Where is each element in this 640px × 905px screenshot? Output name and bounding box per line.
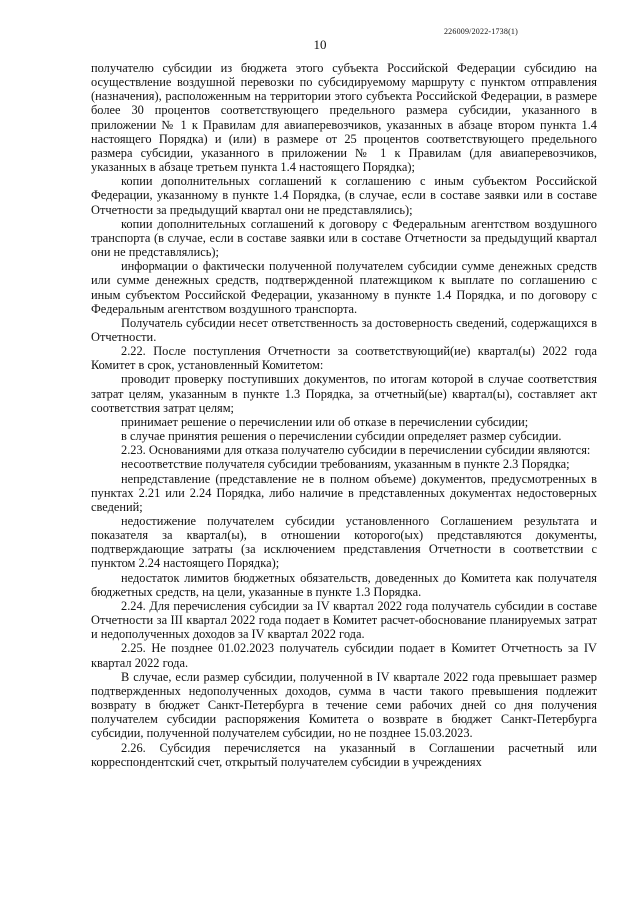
page-number: 10 (313, 37, 327, 52)
paragraph-2-24: 2.24. Для перечисления субсидии за IV квартал 2022 года получатель субсидии в составе Отчетности за III квартал 2022 года подает в Комитет расчет-обоснование планируемых затрат и недополученных доходов за IV квартал 2022 года. (91, 598, 597, 642)
paragraph-continuation: получателю субсидии из бюджета этого субъекта Российской Федерации субсидию на осуществление воздушной перевозки по субсидируемому маршруту с пунктом отправления (назначения), расположенным на территории этого субъекта Российской Федерации, в размере более 30 процентов соответствующего предельного размера субсидии, указанного в приложении № 1 к Правилам для авиаперевозчиков, указанных в абзаце втором пункта 1.4 настоящего Порядка) и (или) в размере от 25 процентов соответствующего предельного размера субсидии, указанного в приложении № 1 к Правилам (для авиаперевозчиков, указанных в абзаце третьем пункта 1.4 настоящего Порядка); (91, 61, 597, 175)
paragraph-document-check: проводит проверку поступивших документов, по итогам которой в случае соответствия затрат целям, указанным в пункте 1.3 Порядка, за отчетный(ые) квартал(ы), составляет акт соответствия затрат целям; (91, 372, 597, 415)
paragraph-nonachievement: недостижение получателем субсидии установленного Соглашением результата и показателя за квартал(ы), в отношении которого(ых) представляются документы, подтверждающие затраты (за исключением представления Отчетности в соответствии с пунктом 2.24 настоящего Порядка); (91, 514, 597, 571)
paragraph-2-22: 2.22. После поступления Отчетности за соответствующий(ие) квартал(ы) 2022 года Комитет в срок, установленный Комитетом: (91, 344, 597, 373)
paragraph-budget-limits: недостаток лимитов бюджетных обязательств, доведенных до Комитета как получателя бюджетных средств, на цели, указанные в пункте 1.3 Порядка. (91, 570, 597, 599)
paragraph-refund: В случае, если размер субсидии, полученной в IV квартале 2022 года превышает размер подтвержденных недополученных доходов, сумма в части такого превышения подлежит возврату в бюджет Санкт-Петербурга в течение семи рабочих дней со дня получения получателем субсидии распоряжения Комитета о возврате в бюджет Санкт-Петербурга субсидии, полученной получателем субсидии, но не позднее 15.03.2023. (91, 669, 597, 741)
paragraph-2-23: 2.23. Основаниями для отказа получателю субсидии в перечислении субсидии являются: (121, 443, 591, 458)
paragraph-2-25: 2.25. Не позднее 01.02.2023 получатель субсидии подает в Комитет Отчетность за IV квартал 2022 года. (91, 641, 597, 670)
paragraph-nonsubmission: непредставление (представление не в полном объеме) документов, предусмотренных в пунктах 2.21 или 2.24 Порядка, либо наличие в представленных документах недостоверных сведений; (91, 471, 597, 514)
paragraph-funds-information: информации о фактически полученной получателем субсидии сумме денежных средств или сумме денежных средств, подтвержденной платежщиком к выплате по соглашению с иным субъектом Российской Федерации, указанному в пункте 1.4 Порядка, и по договору с Федеральным агентством воздушного транспорта. (91, 259, 597, 316)
paragraph-2-26: 2.26. Субсидия перечисляется на указанный в Соглашении расчетный или корреспондентский счет, открытый получателем субсидии в учреждениях (91, 740, 597, 769)
paragraph-responsibility: Получатель субсидии несет ответственность за достоверность сведений, содержащихся в Отчетности. (91, 315, 597, 344)
document-body (91, 61, 597, 769)
paragraph-decision: принимает решение о перечислении или об отказе в перечислении субсидии; (121, 414, 529, 429)
paragraph-additional-agreements-subject: копии дополнительных соглашений к соглашению с иным субъектом Российской Федерации, указанному в пункте 1.4 Порядка, (в случае, если в составе заявки или в составе Отчетности за предыдущий квартал они не представлялись); (91, 174, 597, 217)
document-registration-number: 226009/2022-1738(1) (443, 27, 518, 36)
paragraph-subsidy-amount: в случае принятия решения о перечислении субсидии определяет размер субсидии. (121, 429, 562, 444)
paragraph-noncompliance: несоответствие получателя субсидии требованиям, указанным в пункте 2.3 Порядка; (121, 457, 570, 472)
paragraph-additional-agreements-agency: копии дополнительных соглашений к договору с Федеральным агентством воздушного транспорта (в случае, если в составе заявки или в составе Отчетности за предыдущий квартал они не представлялись); (91, 216, 597, 260)
